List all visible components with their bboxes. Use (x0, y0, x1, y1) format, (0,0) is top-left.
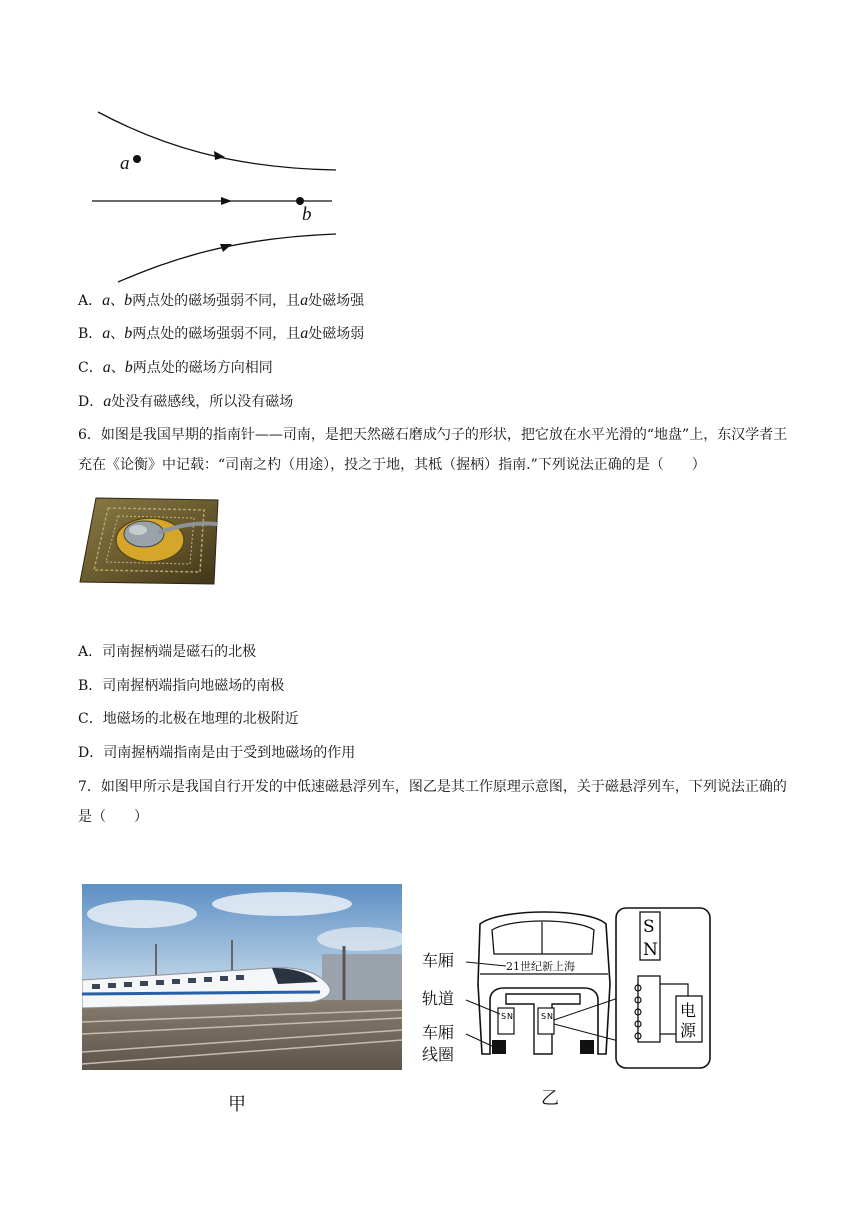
svg-text:S: S (501, 1012, 507, 1021)
spoon-bowl (124, 521, 164, 547)
svg-text:N: N (547, 1012, 553, 1021)
maglev-train-photo (82, 884, 402, 1070)
q6-stem: 6．如图是我国早期的指南针——司南，是把天然磁石磨成勺子的形状，把它放在水平光滑的“地盘”上，东汉学者王充在《论衡》中记载：“司南之杓（用途），投之于地，其柢（握柄）指南.”下列说法正确的是（ ） (78, 427, 788, 473)
label-b: b (302, 204, 312, 225)
zoom-panel (616, 908, 710, 1068)
label-a: a (120, 153, 130, 174)
label-xianquan: 线圈 (422, 1045, 455, 1064)
caption-jia: 甲 (228, 1094, 246, 1115)
q6-option-d: D．司南握柄端指南是由于受到地磁场的作用 (78, 745, 356, 761)
svg-text:S: S (643, 917, 655, 937)
arrow-bottom (220, 244, 232, 252)
train-text: 21世纪新上海 (506, 960, 575, 973)
sinan-compass-image (78, 494, 224, 588)
maglev-principle-diagram (420, 904, 712, 1070)
power-source-label-2: 源 (680, 1021, 697, 1040)
windshield (492, 921, 594, 954)
label-guidao: 轨道 (422, 989, 455, 1008)
field-lines-figure (80, 100, 350, 290)
field-line-bottom (118, 234, 336, 282)
coil-right (580, 1040, 594, 1054)
q7-stem: 7．如图甲所示是我国自行开发的中低速磁悬浮列车，图乙是其工作原理示意图，关于磁悬浮列车，下列说法正确的是（ ） (78, 779, 787, 825)
power-source-label-1: 电 (680, 1001, 697, 1020)
q6-option-c: C．地磁场的北极在地理的北极附近 (78, 711, 299, 727)
q5-option-c: C．a、b两点处的磁场方向相同 (78, 359, 273, 376)
field-line-top (98, 112, 336, 170)
q5-option-d: D．a处没有磁感线，所以没有磁场 (78, 393, 294, 410)
label-chexiang: 车厢 (422, 951, 455, 970)
svg-text:S: S (541, 1012, 547, 1021)
q5-option-a: A．a、b两点处的磁场强弱不同，且a处磁场强 (78, 292, 365, 309)
caption-yi: 乙 (541, 1088, 559, 1109)
svg-text:N: N (507, 1012, 513, 1021)
q6-option-b: B．司南握柄端指向地磁场的南极 (78, 678, 285, 694)
point-a (133, 155, 141, 163)
arrow-middle (221, 197, 232, 205)
label-chexiang-2: 车厢 (422, 1023, 455, 1042)
svg-text:N: N (643, 940, 658, 960)
q5-option-b: B．a、b两点处的磁场强弱不同，且a处磁场弱 (78, 325, 365, 342)
electromagnet-core (638, 976, 660, 1042)
coil-left (492, 1040, 506, 1054)
q6-option-a: A．司南握柄端是磁石的北极 (78, 644, 257, 660)
spoon-bowl-shine (129, 525, 147, 535)
